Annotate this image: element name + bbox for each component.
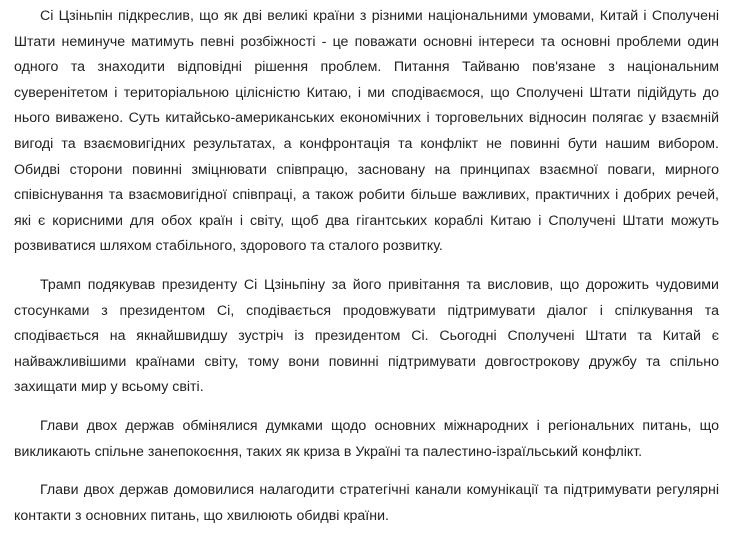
article-body — [14, 4, 719, 542]
paragraph-trump-response: Трамп подякував президенту Сі Цзіньпіну за його привітання та висловив, що дорожить чудовими стосунками з президентом Сі, сподівається продовжувати підтримувати діалог і спілкування та сподівається на якнайшвидшу зустріч із президентом Сі. Сьогодні Сполучені Штати та Китай є найважливішими країнами світу, тому вони повинні підтримувати довгострокову дружбу та спільно захищати мир у всьому світі. — [14, 276, 719, 396]
paragraph-communication-channels: Глави двох держав домовилися налагодити стратегічні канали комунікації та підтримувати регулярні контакти з основних питань, що хвилюють обидві країни. — [14, 482, 719, 524]
paragraph-international-issues: Глави двох держав обмінялися думками щодо основних міжнародних і регіональних питань, що викликають спільне занепокоєння, таких як криза в Україні та палестино-ізраїльський конфлікт. — [14, 417, 719, 460]
paragraph-xi-statement: Сі Цзіньпін підкреслив, що як дві великі країни з різними національними умовами, Китай і Сполучені Штати неминуче матимуть певні розбіжності - це поважати основні інтереси та основні проблеми один одного та знаходити відповідні рішення проблем. Питання Тайваню пов'язане з національним суверенітетом і територіальною цілісністю Китаю, і ми сподіваємося, що Сполучені Штати підійдуть до нього виважено. Суть китайсько-американських економічних і торговельних відносин полягає у взаємній вигоді та взаємовигідних результатах, а конфронтація та конфлікт не повинні бути нашим вибором. Обидві сторони повинні зміцнювати співпрацю, засновану на принципах взаємної поваги, мирного співіснування та взаємовигідної співпраці, а також робити більше важливих, практичних і добрих речей, які є корисними для обох країн і світу, щоб два гігантських кораблі Китаю і Сполучені Штати можуть розвиватися шляхом стабільного, здорового та сталого розвитку. — [14, 8, 719, 255]
